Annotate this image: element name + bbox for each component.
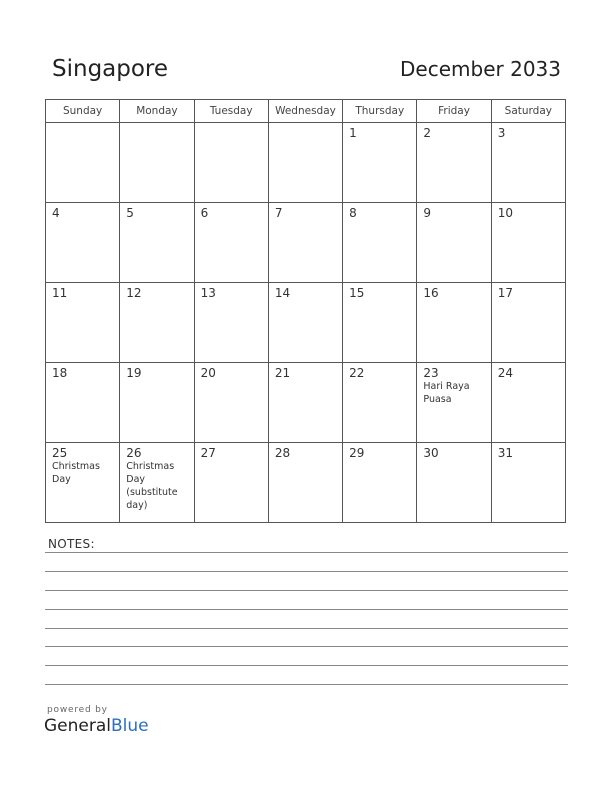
empty-day-cell: [46, 123, 120, 203]
day-cell: [491, 203, 565, 283]
week-row: [46, 443, 566, 523]
day-cell: [120, 363, 194, 443]
day-cell: [268, 203, 342, 283]
note-line: [45, 665, 568, 666]
calendar-grid: [45, 99, 566, 523]
day-number: 4: [52, 206, 60, 220]
day-number: 7: [274, 206, 283, 220]
notes-label: NOTES:: [48, 537, 95, 551]
day-cell: [343, 283, 417, 363]
weekday-sunday: Sunday: [46, 100, 120, 123]
day-cell: [194, 443, 268, 523]
note-line: [45, 609, 568, 610]
day-cell: [417, 283, 491, 363]
day-number: 31: [497, 446, 513, 460]
empty-day-cell: [194, 123, 268, 203]
week-row: [46, 363, 566, 443]
day-number: 23: [423, 366, 439, 380]
day-number: 8: [349, 206, 357, 220]
day-number: 17: [497, 286, 513, 300]
note-line: [45, 646, 568, 647]
day-number: 22: [349, 366, 365, 380]
day-number: 9: [423, 206, 432, 220]
day-cell: [343, 203, 417, 283]
holiday-label: day): [126, 500, 148, 511]
day-cell: [343, 123, 417, 203]
weekday-tuesday: Tuesday: [194, 100, 268, 123]
day-cell: [268, 443, 342, 523]
day-cell: [343, 363, 417, 443]
day-number: 13: [200, 286, 216, 300]
day-number: 5: [126, 206, 134, 220]
day-cell: [417, 123, 491, 203]
weekday-friday: Friday: [417, 100, 491, 123]
day-number: 28: [274, 446, 291, 460]
day-number: 2: [423, 126, 432, 140]
day-number: 11: [52, 286, 68, 300]
month-title: December 2033: [400, 57, 561, 81]
weekday-monday: Monday: [120, 100, 194, 123]
weekday-thursday: Thursday: [343, 100, 417, 123]
day-cell: [417, 363, 491, 443]
day-cell: [194, 203, 268, 283]
day-number: 16: [423, 286, 439, 300]
day-cell: [491, 363, 565, 443]
holiday-label: Christmas: [52, 461, 100, 472]
day-cell: [491, 443, 565, 523]
day-cell: [268, 363, 342, 443]
day-cell: [120, 443, 194, 523]
day-number: 20: [200, 366, 216, 380]
day-number: 21: [274, 366, 291, 380]
note-line: [45, 684, 568, 685]
day-number: 3: [497, 126, 506, 140]
holiday-label: Hari Raya: [423, 381, 470, 392]
note-line: [45, 590, 568, 591]
day-number: 30: [423, 446, 439, 460]
day-number: 25: [52, 446, 68, 460]
week-row: [46, 283, 566, 363]
generalblue-logo[interactable]: [44, 716, 149, 736]
country-title: Singapore: [52, 56, 169, 82]
holiday-label: Christmas: [126, 461, 175, 472]
day-cell: [417, 203, 491, 283]
logo-text-blue: Blue: [111, 716, 149, 736]
day-number: 24: [497, 366, 513, 380]
day-cell: [46, 443, 120, 523]
day-number: 10: [497, 206, 513, 220]
day-number: 27: [200, 446, 216, 460]
day-number: 15: [349, 286, 365, 300]
empty-day-cell: [268, 123, 342, 203]
day-number: 19: [126, 366, 142, 380]
day-number: 18: [52, 366, 68, 380]
day-cell: [46, 283, 120, 363]
note-line: [45, 571, 568, 572]
day-number: 6: [200, 206, 209, 220]
logo-text-general: General: [44, 716, 111, 736]
day-cell: [120, 203, 194, 283]
day-cell: [417, 443, 491, 523]
weekday-wednesday: Wednesday: [268, 100, 342, 123]
holiday-label: Day: [126, 474, 146, 485]
weekday-saturday: Saturday: [491, 100, 565, 123]
day-cell: [46, 203, 120, 283]
empty-day-cell: [120, 123, 194, 203]
day-cell: [120, 283, 194, 363]
weekday-header-row: [46, 100, 566, 123]
note-line: [45, 552, 568, 553]
day-number: 14: [274, 286, 291, 300]
day-number: 1: [349, 126, 357, 140]
day-number: 29: [349, 446, 365, 460]
holiday-label: Puasa: [423, 394, 452, 405]
day-cell: [343, 443, 417, 523]
day-cell: [268, 283, 342, 363]
day-cell: [194, 363, 268, 443]
week-row: [46, 203, 566, 283]
day-cell: [46, 363, 120, 443]
day-cell: [491, 123, 565, 203]
powered-by-text: powered by: [47, 705, 108, 715]
day-number: 26: [126, 446, 142, 460]
day-cell: [194, 283, 268, 363]
holiday-label: Day: [52, 474, 71, 485]
holiday-label: (substitute: [126, 487, 178, 498]
day-cell: [491, 283, 565, 363]
week-row: [46, 123, 566, 203]
day-number: 12: [126, 286, 142, 300]
note-line: [45, 628, 568, 629]
